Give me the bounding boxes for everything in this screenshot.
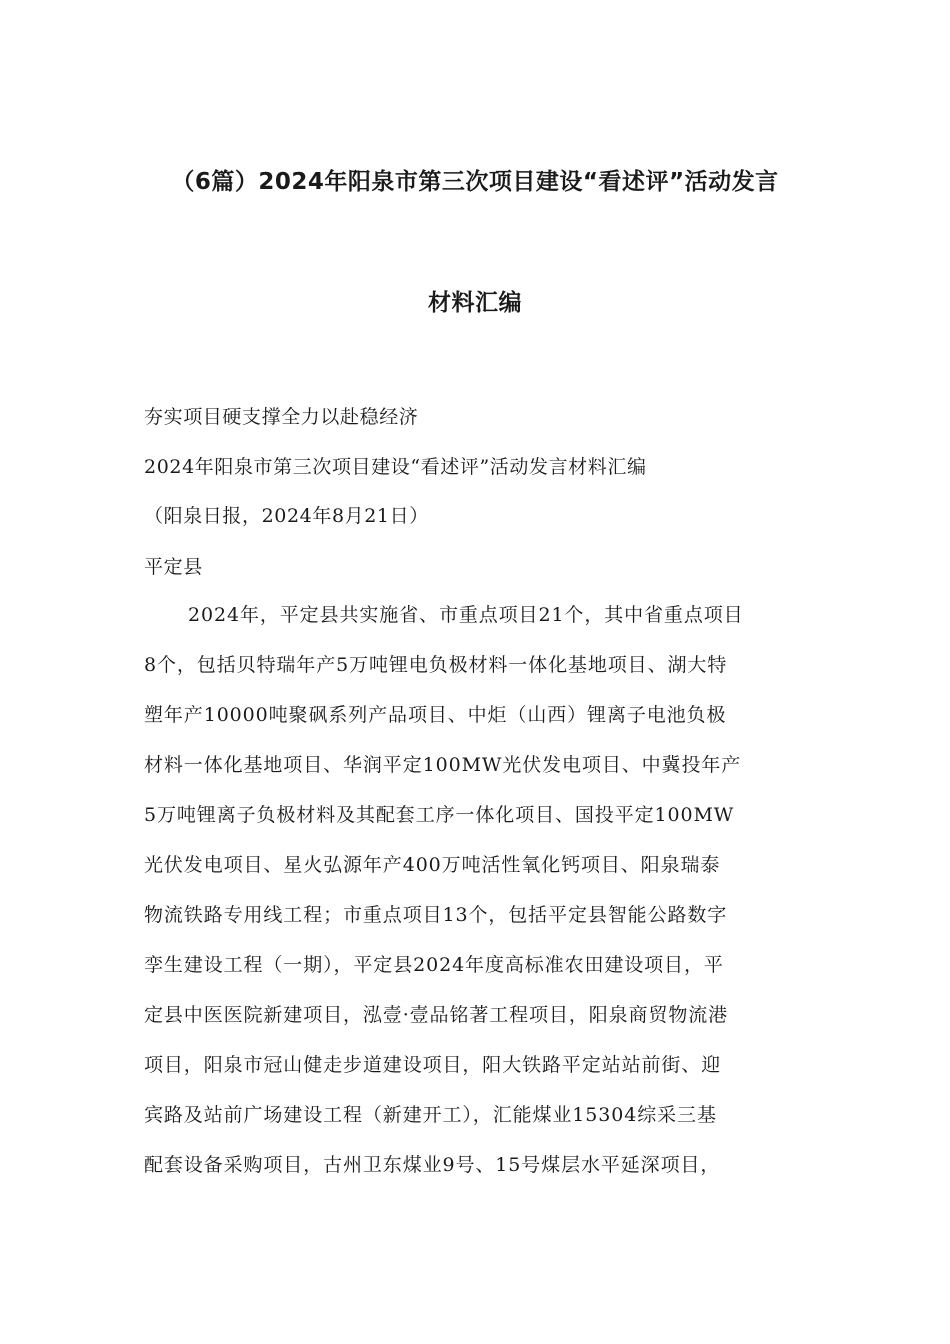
document-title-line-2: 材料汇编 [428,290,522,316]
body-line: 孪生建设工程（一期），平定县2024年度高标准农田建设项目，平 [144,954,724,976]
document-title-line-1: （6篇）2024年阳泉市第三次项目建设“看述评”活动发言 [171,169,779,195]
section-heading-county: 平定县 [144,556,203,578]
body-line: 物流铁路专用线工程；市重点项目13个，包括平定县智能公路数字 [144,904,728,926]
body-line: 塑年产10000吨聚砜系列产品项目、中炬（山西）锂离子电池负极 [144,704,727,726]
body-paragraph [144,598,806,1198]
body-line: 8个，包括贝特瑞年产5万吨锂电负极材料一体化基地项目、湖大特 [144,654,728,676]
body-line: 项目，阳泉市冠山健走步道建设项目，阳大铁路平定站站前街、迎 [144,1054,722,1076]
article-subtitle: 夯实项目硬支撑全力以赴稳经济 [144,406,419,428]
body-line: 2024年，平定县共实施省、市重点项目21个，其中省重点项目 [188,604,744,626]
body-line: 定县中医医院新建项目，泓壹·壹品铭著工程项目，阳泉商贸物流港 [144,1004,729,1026]
body-line: 宾路及站前广场建设工程（新建开工），汇能煤业15304综采三基 [144,1104,717,1126]
body-line: 配套设备采购项目，古州卫东煤业9号、15号煤层水平延深项目， [144,1154,721,1176]
body-line: 光伏发电项目、星火弘源年产400万吨活性氧化钙项目、阳泉瑞泰 [144,854,721,876]
body-line: 材料一体化基地项目、华润平定100MW光伏发电项目、中冀投年产 [144,754,742,776]
body-line: 5万吨锂离子负极材料及其配套工序一体化项目、国投平定100MW [144,804,735,826]
collection-title: 2024年阳泉市第三次项目建设“看述评”活动发言材料汇编 [144,456,647,478]
source-citation: （阳泉日报，2024年8月21日） [144,505,429,527]
